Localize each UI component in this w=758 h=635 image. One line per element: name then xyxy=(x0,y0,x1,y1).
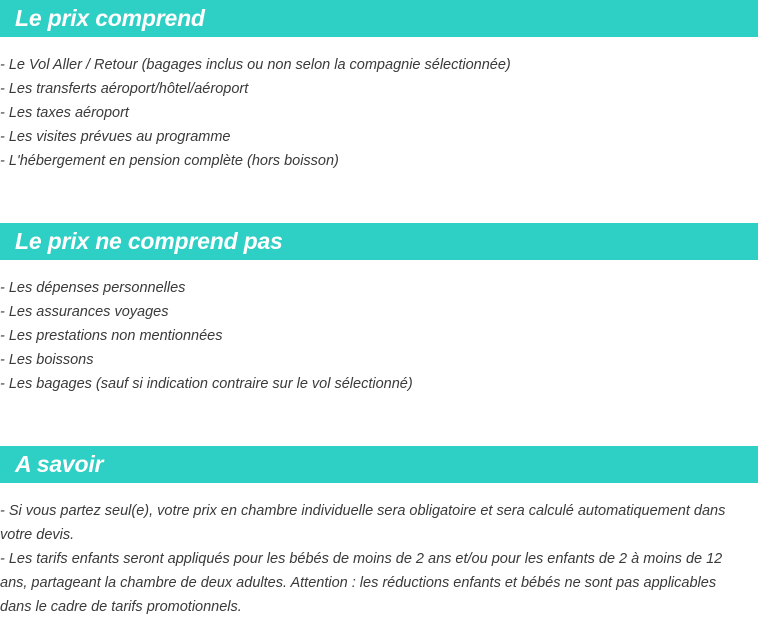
good-to-know-list xyxy=(0,499,758,619)
section-title: Le prix ne comprend pas xyxy=(15,228,283,254)
list-item: - Les visites prévues au programme xyxy=(0,129,231,145)
price-includes-list xyxy=(0,53,758,173)
list-item: - Les boissons xyxy=(0,352,94,368)
list-item: - Les tarifs enfants seront appliqués pour les bébés de moins de 2 ans et/ou pour les enfants de 2 à moins de 12 ans, partageant la chambre de deux adultes. Attention : les réductions enfants et bébés ne sont pas applicables dans le cadre de tarifs promotionnels. xyxy=(0,551,723,615)
price-excludes-list xyxy=(0,276,758,396)
section-title: A savoir xyxy=(15,451,104,477)
list-item: - Les transferts aéroport/hôtel/aéroport xyxy=(0,81,249,97)
section-header-good-to-know xyxy=(0,446,758,483)
list-item: - Si vous partez seul(e), votre prix en chambre individuelle sera obligatoire et sera calculé automatiquement dans votre devis. xyxy=(0,503,726,543)
list-item: - Les prestations non mentionnées xyxy=(0,328,223,344)
list-item: - Le Vol Aller / Retour (bagages inclus ou non selon la compagnie sélectionnée) xyxy=(0,57,511,73)
section-title: Le prix comprend xyxy=(15,5,205,31)
list-item: - Les dépenses personnelles xyxy=(0,280,186,296)
section-header-price-includes xyxy=(0,0,758,37)
list-item: - L'hébergement en pension complète (hors boisson) xyxy=(0,153,339,169)
list-item: - Les bagages (sauf si indication contraire sur le vol sélectionné) xyxy=(0,376,413,392)
list-item: - Les assurances voyages xyxy=(0,304,169,320)
list-item: - Les taxes aéroport xyxy=(0,105,129,121)
section-header-price-excludes xyxy=(0,223,758,260)
